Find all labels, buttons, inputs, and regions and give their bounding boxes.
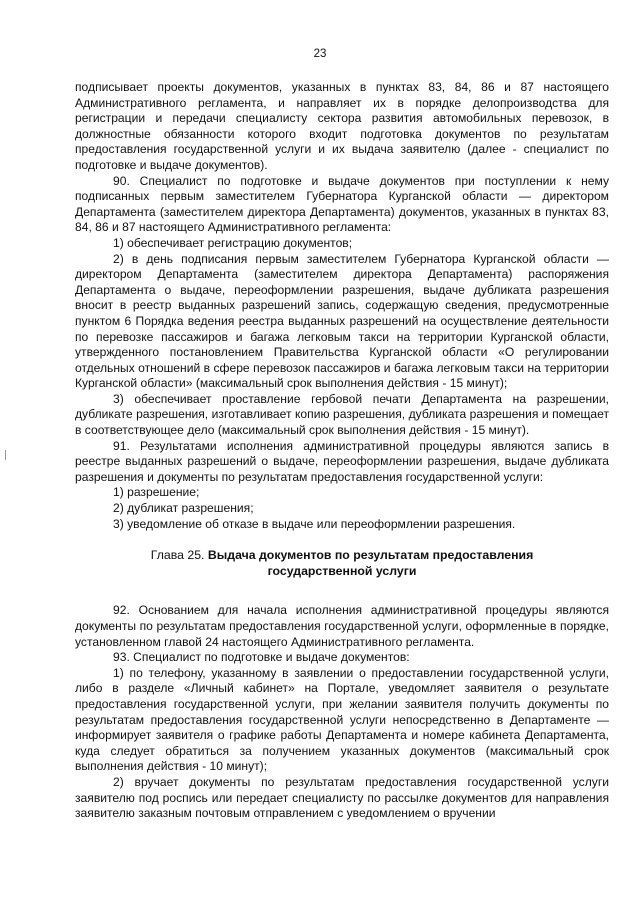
list-item-1: 1) обеспечивает регистрацию документов; — [113, 235, 353, 250]
chapter-prefix: Глава 25. — [150, 548, 205, 563]
margin-mark — [5, 450, 6, 460]
paragraph-93: 93. Специалист по подготовке и выдаче документов: — [113, 650, 410, 665]
chapter-title-line2: государственной услуги — [267, 563, 417, 578]
chapter-title-line1: Выдача документов по результатам предоставления — [207, 548, 534, 563]
list-item-2: 2) в день подписания первым заместителем Губернатора Курганской области — директором Департамента (заместителем директора Департамента) распоряжения Департамента о выдаче, переоформлении разрешения, выдаче дубликата разрешения вносит в реестр выданных разрешений запись, содержащую сведения, предусмотренные пунктом 6 Порядка ведения реестра выданных разрешений на осуществление деятельности по перевозке пассажиров и багажа легковым такси на территории Курганской области, утвержденного постановлением Правительства Курганской области «О регулировании отдельных отношений в сфере перевозок пассажиров и багажа легковым такси на территории Курганской области» (максимальный срок выполнения действия - 15 минут); — [75, 251, 609, 391]
list-item-3: 3) обеспечивает проставление гербовой печати Департамента на разрешении, дубликате разрешения, изготавливает копию разрешения, дубликата разрешения и помещает в соответствующее дело (максимальный срок выполнения действия - 15 минут). — [75, 391, 609, 438]
paragraph-91: 91. Результатами исполнения административной процедуры являются запись в реестре выданных разрешений о выдаче, переоформлении разрешения, выдаче дубликата разрешения и документы по результатам предоставления государственной услуги: — [75, 438, 609, 484]
paragraph-continuation: подписывает проекты документов, указанных в пунктах 83, 84, 86 и 87 настоящего Административного регламента, и направляет их в порядке делопроизводства для регистрации и передачи специалисту сектора развития автомобильных перевозок, в должностные обязанности которого входит подготовка документов по результатам предоставления государственной услуги и их выдача заявителю (далее - специалист по подготовке и выдаче документов). — [75, 80, 609, 172]
action-item-1: 1) по телефону, указанному в заявлении о предоставлении государственной услуги, либо в разделе «Личный кабинет» на Портале, уведомляет заявителя о результате предоставления государственной услуги, при желании заявителя получить документы по результатам предоставления государственной услуги непосредственно в Департаменте — информирует заявителя о графике работы Департамента и номере кабинета Департамента, куда следует обратиться за получением указанных документов (максимальный срок выполнения действия - 10 минут); — [75, 665, 609, 774]
paragraph-90: 90. Специалист по подготовке и выдаче документов при поступлении к нему подписанных первым заместителем Губернатора Курганской области — директором Департамента (заместителем директора Департамента) документов, указанных в пунктах 83, 84, 86 и 87 настоящего Административного регламента: — [75, 173, 609, 235]
document-body — [75, 80, 609, 822]
chapter-heading — [75, 548, 609, 579]
result-item-3: 3) уведомление об отказе в выдаче или переоформлении разрешения. — [113, 516, 516, 531]
result-item-2: 2) дубликат разрешения; — [113, 501, 254, 516]
action-item-2: 2) вручает документы по результатам предоставления государственной услуги заявителю под роспись или передает специалисту по рассылке документов для направления заявителю заказным почтовым отправлением с уведомлением о вручении — [75, 774, 609, 821]
paragraph-92: 92. Основанием для начала исполнения административной процедуры являются документы по результатам предоставления государственной услуги, оформленные в порядке, установленном главой 24 настоящего Административного регламента. — [75, 603, 609, 649]
page-number: 23 — [313, 48, 327, 60]
result-item-1: 1) разрешение; — [113, 485, 200, 500]
